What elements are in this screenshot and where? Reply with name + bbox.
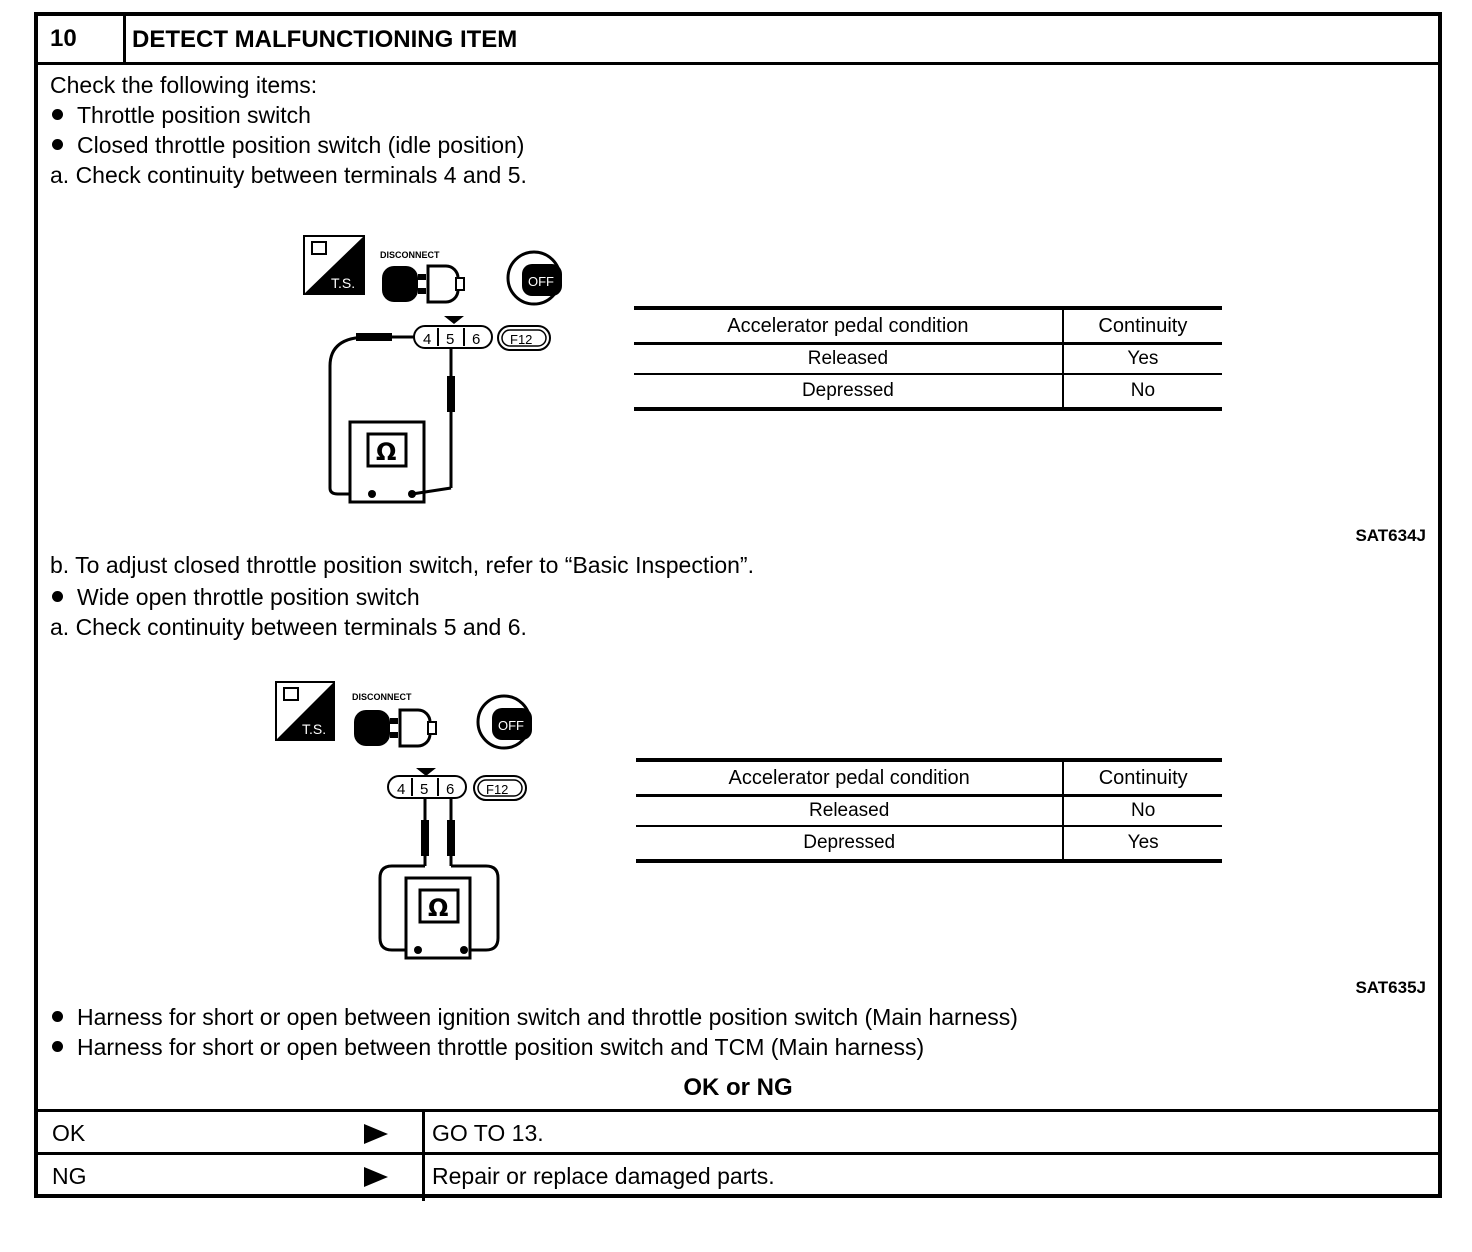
table-header-continuity: Continuity: [1063, 760, 1222, 796]
continuity-table-1: [634, 306, 1222, 411]
svg-text:F12: F12: [486, 782, 509, 797]
arrow-right-icon: [364, 1124, 388, 1144]
table-cell: Yes: [1063, 344, 1222, 375]
table-cell: Released: [636, 796, 1063, 827]
figure-1-diagram: [288, 226, 578, 516]
svg-text:F12: F12: [510, 332, 533, 347]
arrow-right-icon: [364, 1167, 388, 1187]
ignition-off-icon: [478, 696, 532, 748]
result-row-ok: [38, 1109, 1438, 1155]
ok-ng-title: OK or NG: [683, 1074, 793, 1101]
ignition-off-icon: [508, 252, 562, 304]
svg-text:T.S.: T.S.: [302, 721, 327, 737]
table-header-condition: Accelerator pedal condition: [634, 308, 1063, 344]
result-action: GO TO 13.: [432, 1120, 544, 1146]
svg-text:4: 4: [423, 331, 432, 348]
step-header: [38, 16, 1438, 65]
result-action: Repair or replace damaged parts.: [432, 1163, 775, 1189]
result-label: OK: [52, 1120, 86, 1146]
svg-text:DISCONNECT: DISCONNECT: [352, 692, 412, 702]
svg-text:OFF: OFF: [498, 718, 524, 733]
connector-f12: [388, 768, 526, 800]
table-cell: No: [1063, 374, 1222, 409]
svg-text:T.S.: T.S.: [331, 275, 356, 291]
step-number: 10: [38, 16, 126, 62]
svg-text:4: 4: [397, 781, 406, 798]
svg-text:6: 6: [446, 781, 455, 798]
figure-1-code: SAT634J: [1355, 526, 1426, 545]
svg-text:OFF: OFF: [528, 274, 554, 289]
ts-icon: [276, 682, 334, 740]
disconnect-icon: [380, 250, 464, 302]
step-title: DETECT MALFUNCTIONING ITEM: [132, 26, 518, 53]
ohmmeter: [330, 333, 455, 502]
svg-text:Ω: Ω: [376, 438, 397, 466]
bullet-item: Closed throttle position switch (idle position): [52, 132, 524, 159]
svg-text:5: 5: [420, 781, 429, 798]
svg-text:Ω: Ω: [428, 894, 449, 922]
figure-2-code: SAT635J: [1355, 978, 1426, 997]
result-row-ng: [38, 1152, 1438, 1198]
ts-icon: [304, 236, 364, 294]
connector-f12: [414, 316, 550, 350]
step-b-text: b. To adjust closed throttle position switch, refer to “Basic Inspection”.: [50, 552, 754, 578]
svg-text:6: 6: [472, 331, 481, 348]
bullet-item: Harness for short or open between ignition switch and throttle position switch (Main harness): [52, 1004, 1018, 1031]
figure-2-diagram: [260, 670, 550, 960]
table-cell: No: [1063, 796, 1222, 827]
bullet-item: Wide open throttle position switch: [52, 584, 420, 611]
step-a-text: a. Check continuity between terminals 4 and 5.: [50, 162, 527, 188]
bullet-item: Throttle position switch: [52, 102, 311, 129]
table-cell: Depressed: [634, 374, 1063, 409]
result-label: NG: [52, 1163, 87, 1189]
svg-text:DISCONNECT: DISCONNECT: [380, 250, 440, 260]
disconnect-icon: [352, 692, 436, 746]
step-a2-text: a. Check continuity between terminals 5 and 6.: [50, 614, 527, 640]
procedure-frame: [34, 12, 1442, 1198]
ohmmeter: [380, 798, 498, 958]
continuity-table-2: [636, 758, 1222, 863]
table-cell: Depressed: [636, 826, 1063, 861]
table-header-condition: Accelerator pedal condition: [636, 760, 1063, 796]
table-cell: Yes: [1063, 826, 1222, 861]
bullet-item: Harness for short or open between throttle position switch and TCM (Main harness): [52, 1034, 924, 1061]
table-header-continuity: Continuity: [1063, 308, 1222, 344]
intro-line: Check the following items:: [50, 72, 318, 98]
table-cell: Released: [634, 344, 1063, 375]
svg-text:5: 5: [446, 331, 455, 348]
